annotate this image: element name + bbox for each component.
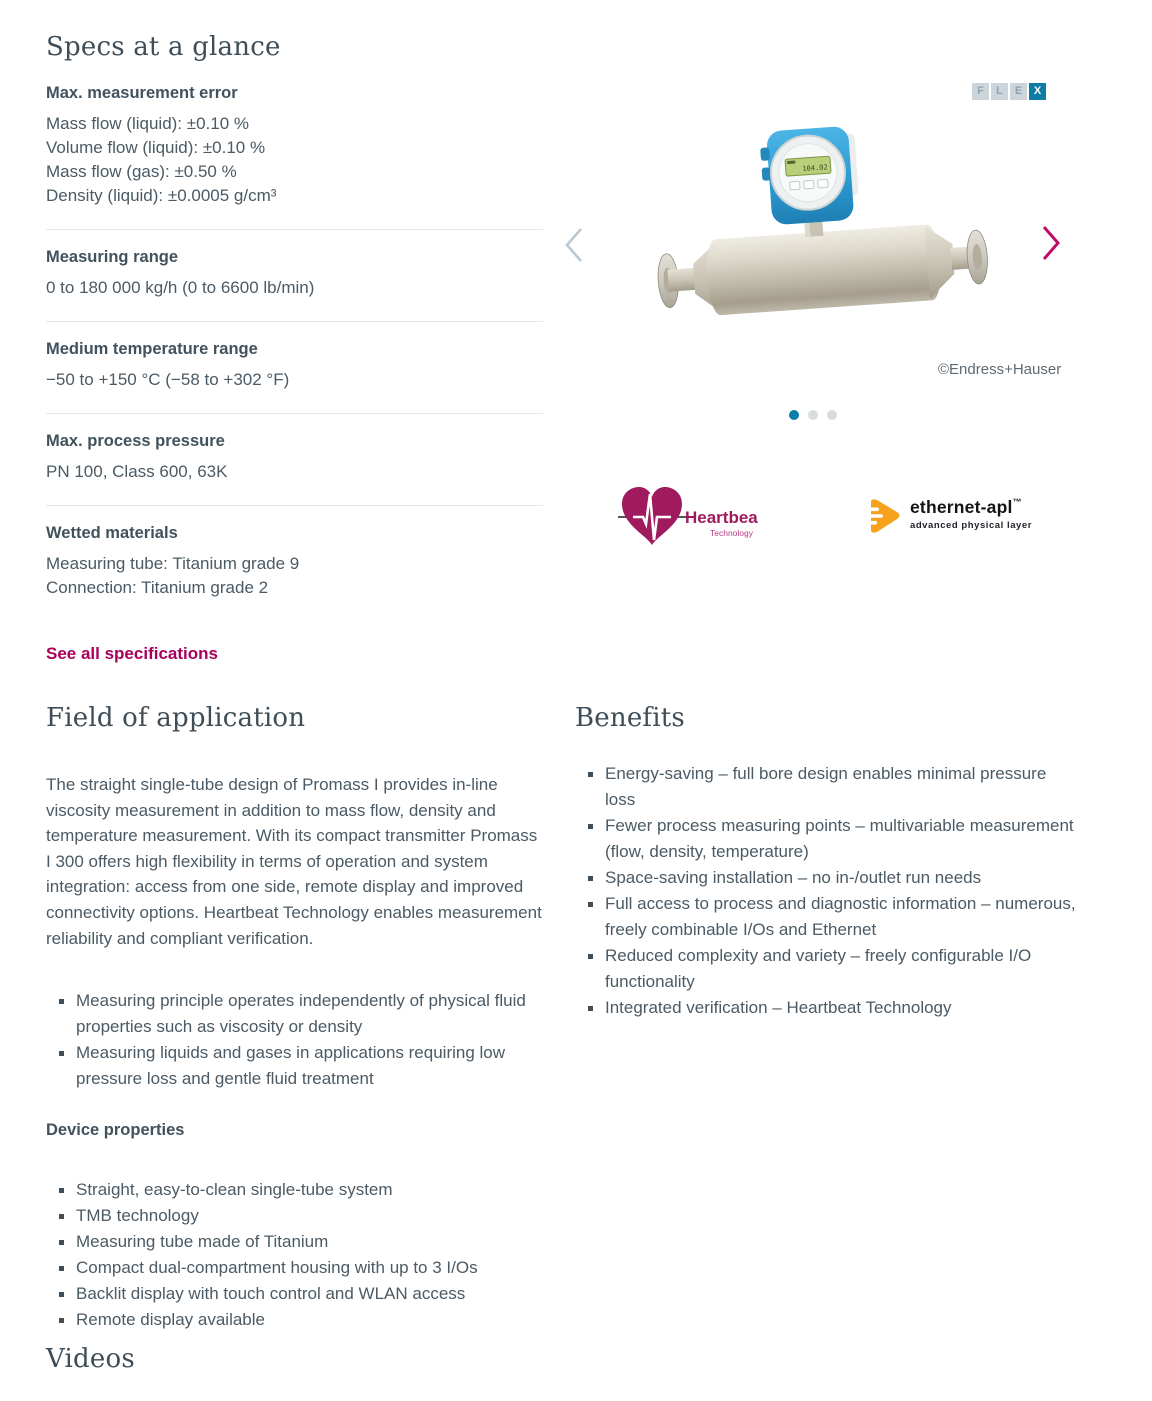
bullet-square-icon — [59, 1240, 64, 1245]
bullet-square-icon — [588, 902, 593, 907]
spec-line: 0 to 180 000 kg/h (0 to 6600 lb/min) — [46, 278, 315, 297]
bullet-square-icon — [588, 1006, 593, 1011]
spec-section — [46, 321, 543, 413]
heartbeat-logo-title: Heartbeat — [685, 508, 758, 527]
bullet-square-icon — [59, 999, 64, 1004]
bullet-item — [575, 995, 1080, 1021]
ethernet-apl-title: ethernet-apl — [910, 497, 1013, 517]
bullet-text: Energy-saving – full bore design enables minimal pressure loss — [605, 764, 1047, 809]
flex-letter-box: F — [972, 83, 989, 100]
ethernet-apl-arrow-icon — [864, 497, 902, 535]
spec-line: PN 100, Class 600, 63K — [46, 462, 228, 481]
heartbeat-heart-icon — [618, 486, 758, 548]
bullet-text: Fewer process measuring points – multivariable measurement (flow, density, temperature) — [605, 816, 1074, 861]
bullet-square-icon — [59, 1214, 64, 1219]
bullet-text: Remote display available — [76, 1310, 265, 1330]
spec-line: Mass flow (liquid): ±0.10 % — [46, 114, 250, 133]
heartbeat-logo-subtitle: Technology — [710, 528, 754, 538]
spec-label: Wetted materials — [46, 524, 178, 542]
spec-label: Max. measurement error — [46, 84, 238, 102]
field-of-application-title: Field of application — [46, 703, 306, 733]
carousel-dot[interactable] — [789, 410, 799, 420]
videos-section — [46, 1344, 135, 1374]
bullet-text: Integrated verification – Heartbeat Technology — [605, 998, 952, 1017]
specs-panel — [46, 32, 543, 664]
bullet-item — [46, 1040, 543, 1092]
carousel-dots — [789, 410, 837, 420]
bullet-item — [575, 891, 1080, 943]
bullet-text: Measuring tube made of Titanium — [76, 1232, 329, 1252]
bullet-text: Measuring liquids and gases in applications requiring low pressure loss and gentle fluid treatment — [76, 1043, 506, 1089]
bullet-text: Measuring principle operates independently of physical fluid properties such as viscosity or density — [76, 991, 526, 1037]
heartbeat-technology-logo — [618, 486, 758, 553]
carousel-dot[interactable] — [808, 410, 818, 420]
bullet-square-icon — [59, 1292, 64, 1297]
bullet-square-icon — [59, 1188, 64, 1193]
ethernet-apl-tm: ™ — [1012, 497, 1022, 507]
device-properties-list — [46, 1177, 543, 1333]
spec-line: Mass flow (gas): ±0.50 % — [46, 162, 237, 181]
bullet-item — [575, 761, 1080, 813]
spec-section — [46, 229, 543, 321]
bullet-item — [575, 865, 1080, 891]
bullet-square-icon — [588, 876, 593, 881]
bullet-item — [46, 1307, 543, 1333]
bullet-text: TMB technology — [76, 1206, 199, 1226]
flex-letter-box: L — [991, 83, 1008, 100]
bullet-item — [46, 1281, 543, 1307]
bullet-text: Straight, easy-to-clean single-tube system — [76, 1180, 393, 1200]
bullet-item — [46, 1255, 543, 1281]
bullet-item — [575, 813, 1080, 865]
carousel-dot[interactable] — [827, 410, 837, 420]
spec-label: Measuring range — [46, 248, 179, 266]
flex-letter-box: X — [1029, 83, 1046, 100]
bullet-square-icon — [588, 824, 593, 829]
bullet-text: Compact dual-compartment housing with up to 3 I/Os — [76, 1258, 478, 1278]
flex-badge — [972, 83, 1046, 100]
carousel-next-button[interactable] — [1040, 224, 1062, 265]
spec-line: Measuring tube: Titanium grade 9 — [46, 554, 300, 573]
spec-lines — [46, 368, 543, 392]
bullet-square-icon — [588, 954, 593, 959]
spec-line: −50 to +150 °C (−58 to +302 °F) — [46, 370, 290, 389]
spec-lines — [46, 552, 543, 600]
ethernet-apl-logo — [864, 497, 1032, 535]
bullet-text: Full access to process and diagnostic information – numerous, freely combinable I/Os and Ethernet — [605, 894, 1076, 939]
chevron-right-icon — [1040, 224, 1062, 262]
bullet-square-icon — [588, 772, 593, 777]
spec-section-list — [46, 84, 543, 621]
ethernet-apl-subtitle: advanced physical layer — [910, 520, 1032, 531]
spec-label: Medium temperature range — [46, 340, 258, 358]
see-all-specifications-link[interactable]: See all specifications — [46, 644, 218, 663]
field-of-application-paragraph: The straight single-tube design of Promass I provides in-line viscosity measurement in addition to mass flow, density and temperature measurement. With its compact transmitter Promass I 300 offers high flexibility in terms of operation and system integration: access from one side, remote display and improved connectivity options. Heartbeat Technology enables measurement reliability and compliant verification. — [46, 775, 542, 948]
spec-line: Density (liquid): ±0.0005 g/cm³ — [46, 186, 277, 205]
carousel-prev-button[interactable] — [563, 226, 585, 267]
benefits-section — [575, 703, 1080, 1021]
spec-section — [46, 84, 543, 229]
spec-line: Connection: Titanium grade 2 — [46, 578, 269, 597]
benefits-bullet-list — [575, 761, 1080, 1021]
product-image[interactable] — [636, 124, 1004, 344]
spec-lines — [46, 460, 543, 484]
spec-lines — [46, 112, 543, 208]
bullet-text: Reduced complexity and variety – freely configurable I/O functionality — [605, 946, 1032, 991]
bullet-text: Backlit display with touch control and WLAN access — [76, 1284, 466, 1304]
field-of-application-section — [46, 703, 543, 1333]
spec-line: Volume flow (liquid): ±0.10 % — [46, 138, 266, 157]
benefits-title: Benefits — [575, 703, 685, 733]
specs-title: Specs at a glance — [46, 32, 281, 62]
spec-label: Max. process pressure — [46, 432, 225, 450]
chevron-left-icon — [563, 226, 585, 264]
spec-lines — [46, 276, 543, 300]
device-properties-label: Device properties — [46, 1121, 185, 1140]
bullet-square-icon — [59, 1318, 64, 1323]
bullet-item — [46, 1229, 543, 1255]
flowmeter-illustration — [636, 124, 1004, 344]
application-bullet-list — [46, 988, 543, 1092]
spec-section — [46, 413, 543, 505]
image-copyright: ©Endress+Hauser — [938, 361, 1062, 378]
videos-title: Videos — [46, 1344, 135, 1374]
flex-letter-box: E — [1010, 83, 1027, 100]
bullet-item — [575, 943, 1080, 995]
bullet-square-icon — [59, 1266, 64, 1271]
spec-section — [46, 505, 543, 621]
bullet-item — [46, 1203, 543, 1229]
device-display-value: 104.02 — [802, 163, 828, 174]
ethernet-apl-text — [910, 497, 1032, 531]
bullet-square-icon — [59, 1051, 64, 1056]
bullet-item — [46, 1177, 543, 1203]
bullet-item — [46, 988, 543, 1040]
bullet-text: Space-saving installation – no in-/outlet run needs — [605, 868, 982, 887]
